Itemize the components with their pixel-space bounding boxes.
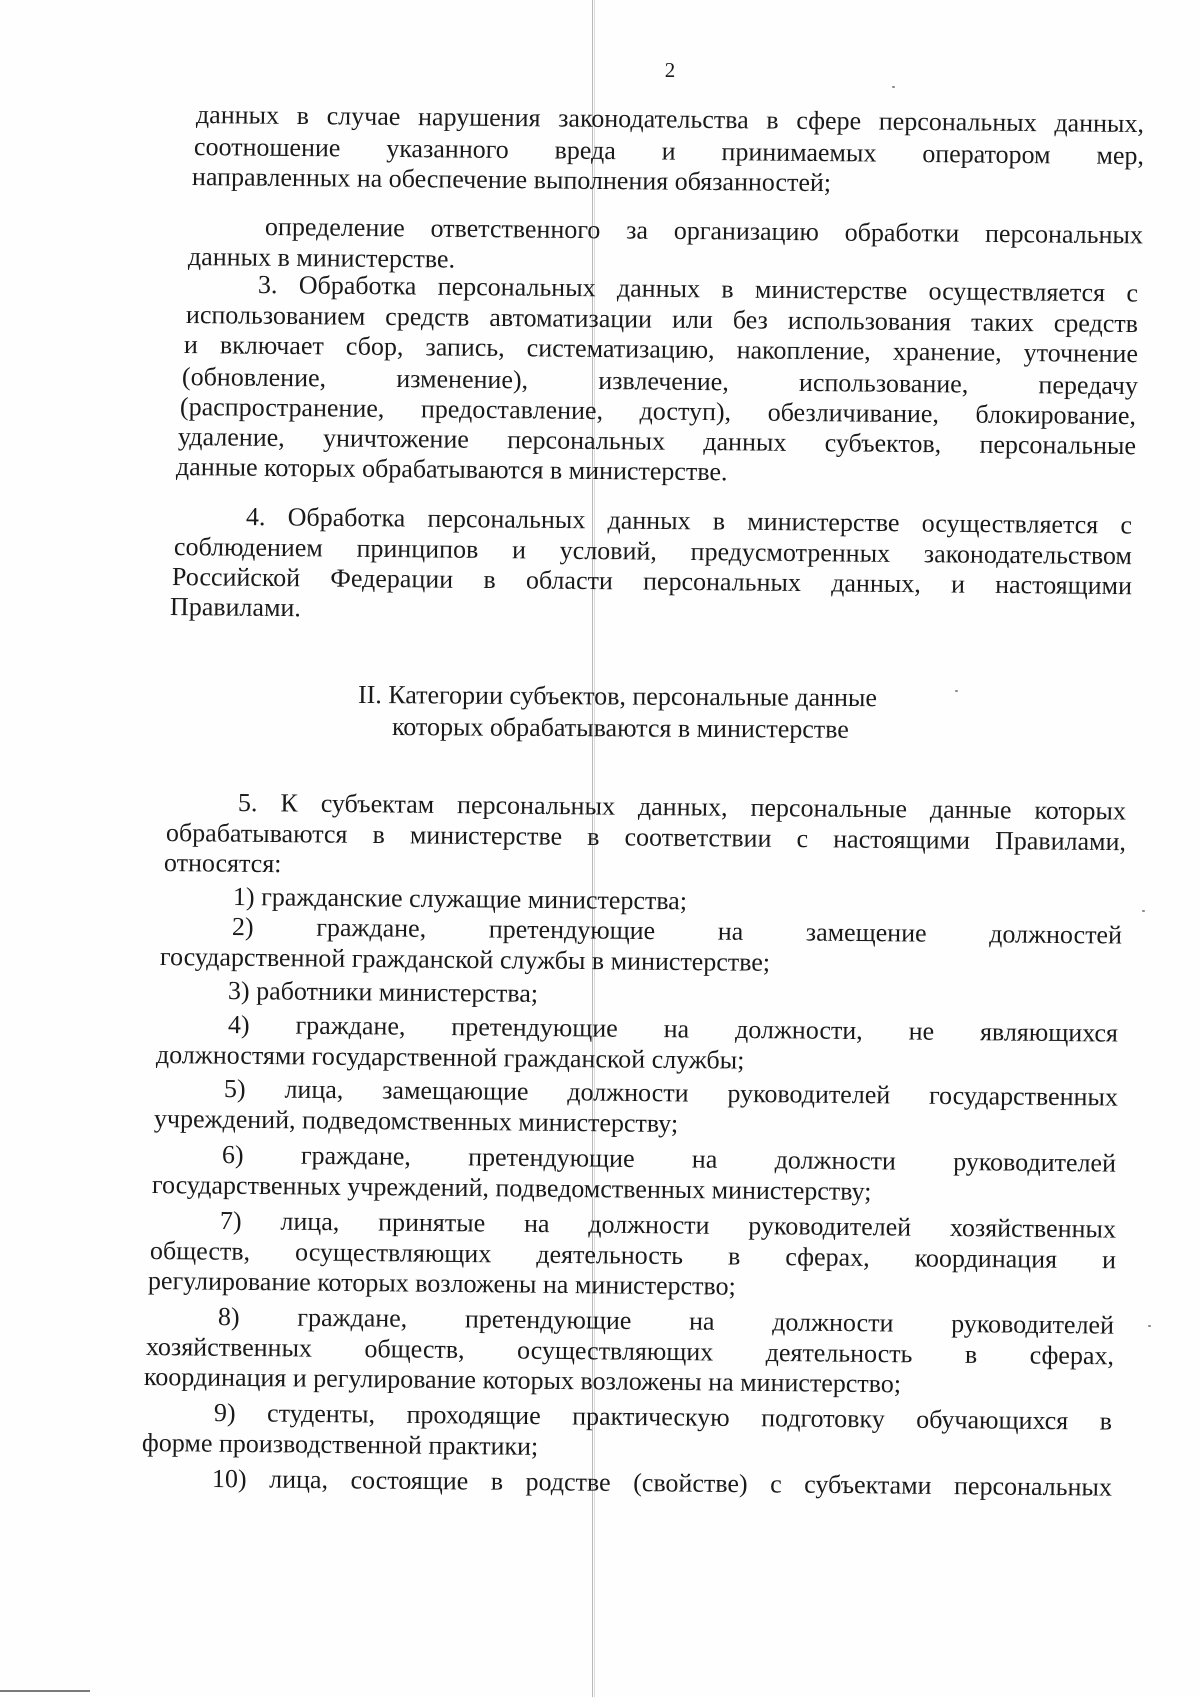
list-item-line: регулирование которых возложены на министерство;: [147, 1266, 736, 1301]
paragraph-line: и включает сбор, запись, систематизацию, накопление, хранение, уточнение: [183, 330, 1139, 369]
paragraph-line: данные которых обрабатываются в министерстве.: [175, 452, 728, 487]
list-item-line: 9) студенты, проходящие практическую подготовку обучающихся в: [213, 1398, 1113, 1436]
paragraph-line: использованием средств автоматизации или без использования таких средств: [185, 300, 1139, 339]
paragraph-line: обрабатываются в министерстве в соответствии с настоящими Правилами,: [165, 818, 1127, 857]
scan-speck: [1148, 1325, 1151, 1327]
paragraph-line: данных в случае нарушения законодательства в сфере персональных данных,: [195, 100, 1145, 139]
list-item-line: должностями государственной гражданской службы;: [155, 1040, 745, 1075]
list-item-line: 2) граждане, претендующие на замещение должностей: [231, 912, 1123, 950]
list-item-line: 1) гражданские служащие министерства;: [232, 882, 688, 916]
paragraph-line: Правилами.: [169, 592, 302, 623]
paragraph-line: данных в министерстве.: [187, 242, 456, 274]
section-heading-line: которых обрабатываются в министерстве: [391, 712, 849, 744]
paragraph-line: относятся:: [163, 848, 282, 879]
paragraph-line: 4. Обработка персональных данных в министерстве осуществляется с: [245, 502, 1133, 540]
list-item-line: учреждений, подведомственных министерству;: [153, 1104, 679, 1139]
scan-speck: [1142, 910, 1145, 912]
paragraph-line: 5. К субъектам персональных данных, персональные данные которых: [237, 788, 1127, 826]
page-number: 2: [664, 58, 676, 82]
list-item-line: хозяйственных обществ, осуществляющих деятельность в сферах,: [145, 1332, 1115, 1371]
list-item-line: 4) граждане, претендующие на должности, не являющихся: [227, 1010, 1119, 1048]
scan-edge-mark: [0, 1690, 90, 1692]
list-item-line: 5) лица, замещающие должности руководителей государственных: [223, 1074, 1119, 1112]
paragraph-line: 3. Обработка персональных данных в министерстве осуществляется с: [257, 270, 1139, 308]
paragraph-line: (распространение, предоставление, доступ), обезличивание, блокирование,: [179, 392, 1137, 431]
list-item-line: 10) лица, состоящие в родстве (свойстве) с субъектами персональных: [211, 1464, 1113, 1502]
scan-speck: [892, 86, 895, 88]
list-item-line: 7) лица, принятые на должности руководителей хозяйственных: [219, 1206, 1117, 1244]
list-item-line: координация и регулирование которых возложены на министерство;: [143, 1362, 902, 1399]
list-item-line: государственной гражданской службы в министерстве;: [159, 942, 771, 977]
scan-speck: [955, 690, 958, 692]
paragraph-line: соотношение указанного вреда и принимаемых оператором мер,: [193, 132, 1145, 171]
list-item-line: форме производственной практики;: [141, 1428, 539, 1461]
paragraph-line: Российской Федерации в области персональных данных, и настоящими: [171, 562, 1133, 601]
section-heading-line: II. Категории субъектов, персональные данные: [357, 680, 878, 713]
list-item-line: 3) работники министерства;: [227, 976, 539, 1008]
paragraph-line: удаление, уничтожение персональных данных субъектов, персональные: [177, 422, 1137, 461]
list-item-line: государственных учреждений, подведомственных министерству;: [151, 1170, 872, 1206]
paragraph-line: направленных на обеспечение выполнения обязанностей;: [191, 162, 832, 198]
list-item-line: 8) граждане, претендующие на должности руководителей: [217, 1302, 1115, 1340]
paragraph-line: (обновление, изменение), извлечение, использование, передачу: [181, 362, 1139, 401]
paragraph-line: определение ответственного за организацию обработки персональных: [264, 212, 1144, 250]
list-item-line: 6) граждане, претендующие на должности руководителей: [221, 1140, 1117, 1178]
list-item-line: обществ, осуществляющих деятельность в сферах, координация и: [149, 1236, 1117, 1275]
paragraph-line: соблюдением принципов и условий, предусмотренных законодательством: [173, 532, 1133, 571]
